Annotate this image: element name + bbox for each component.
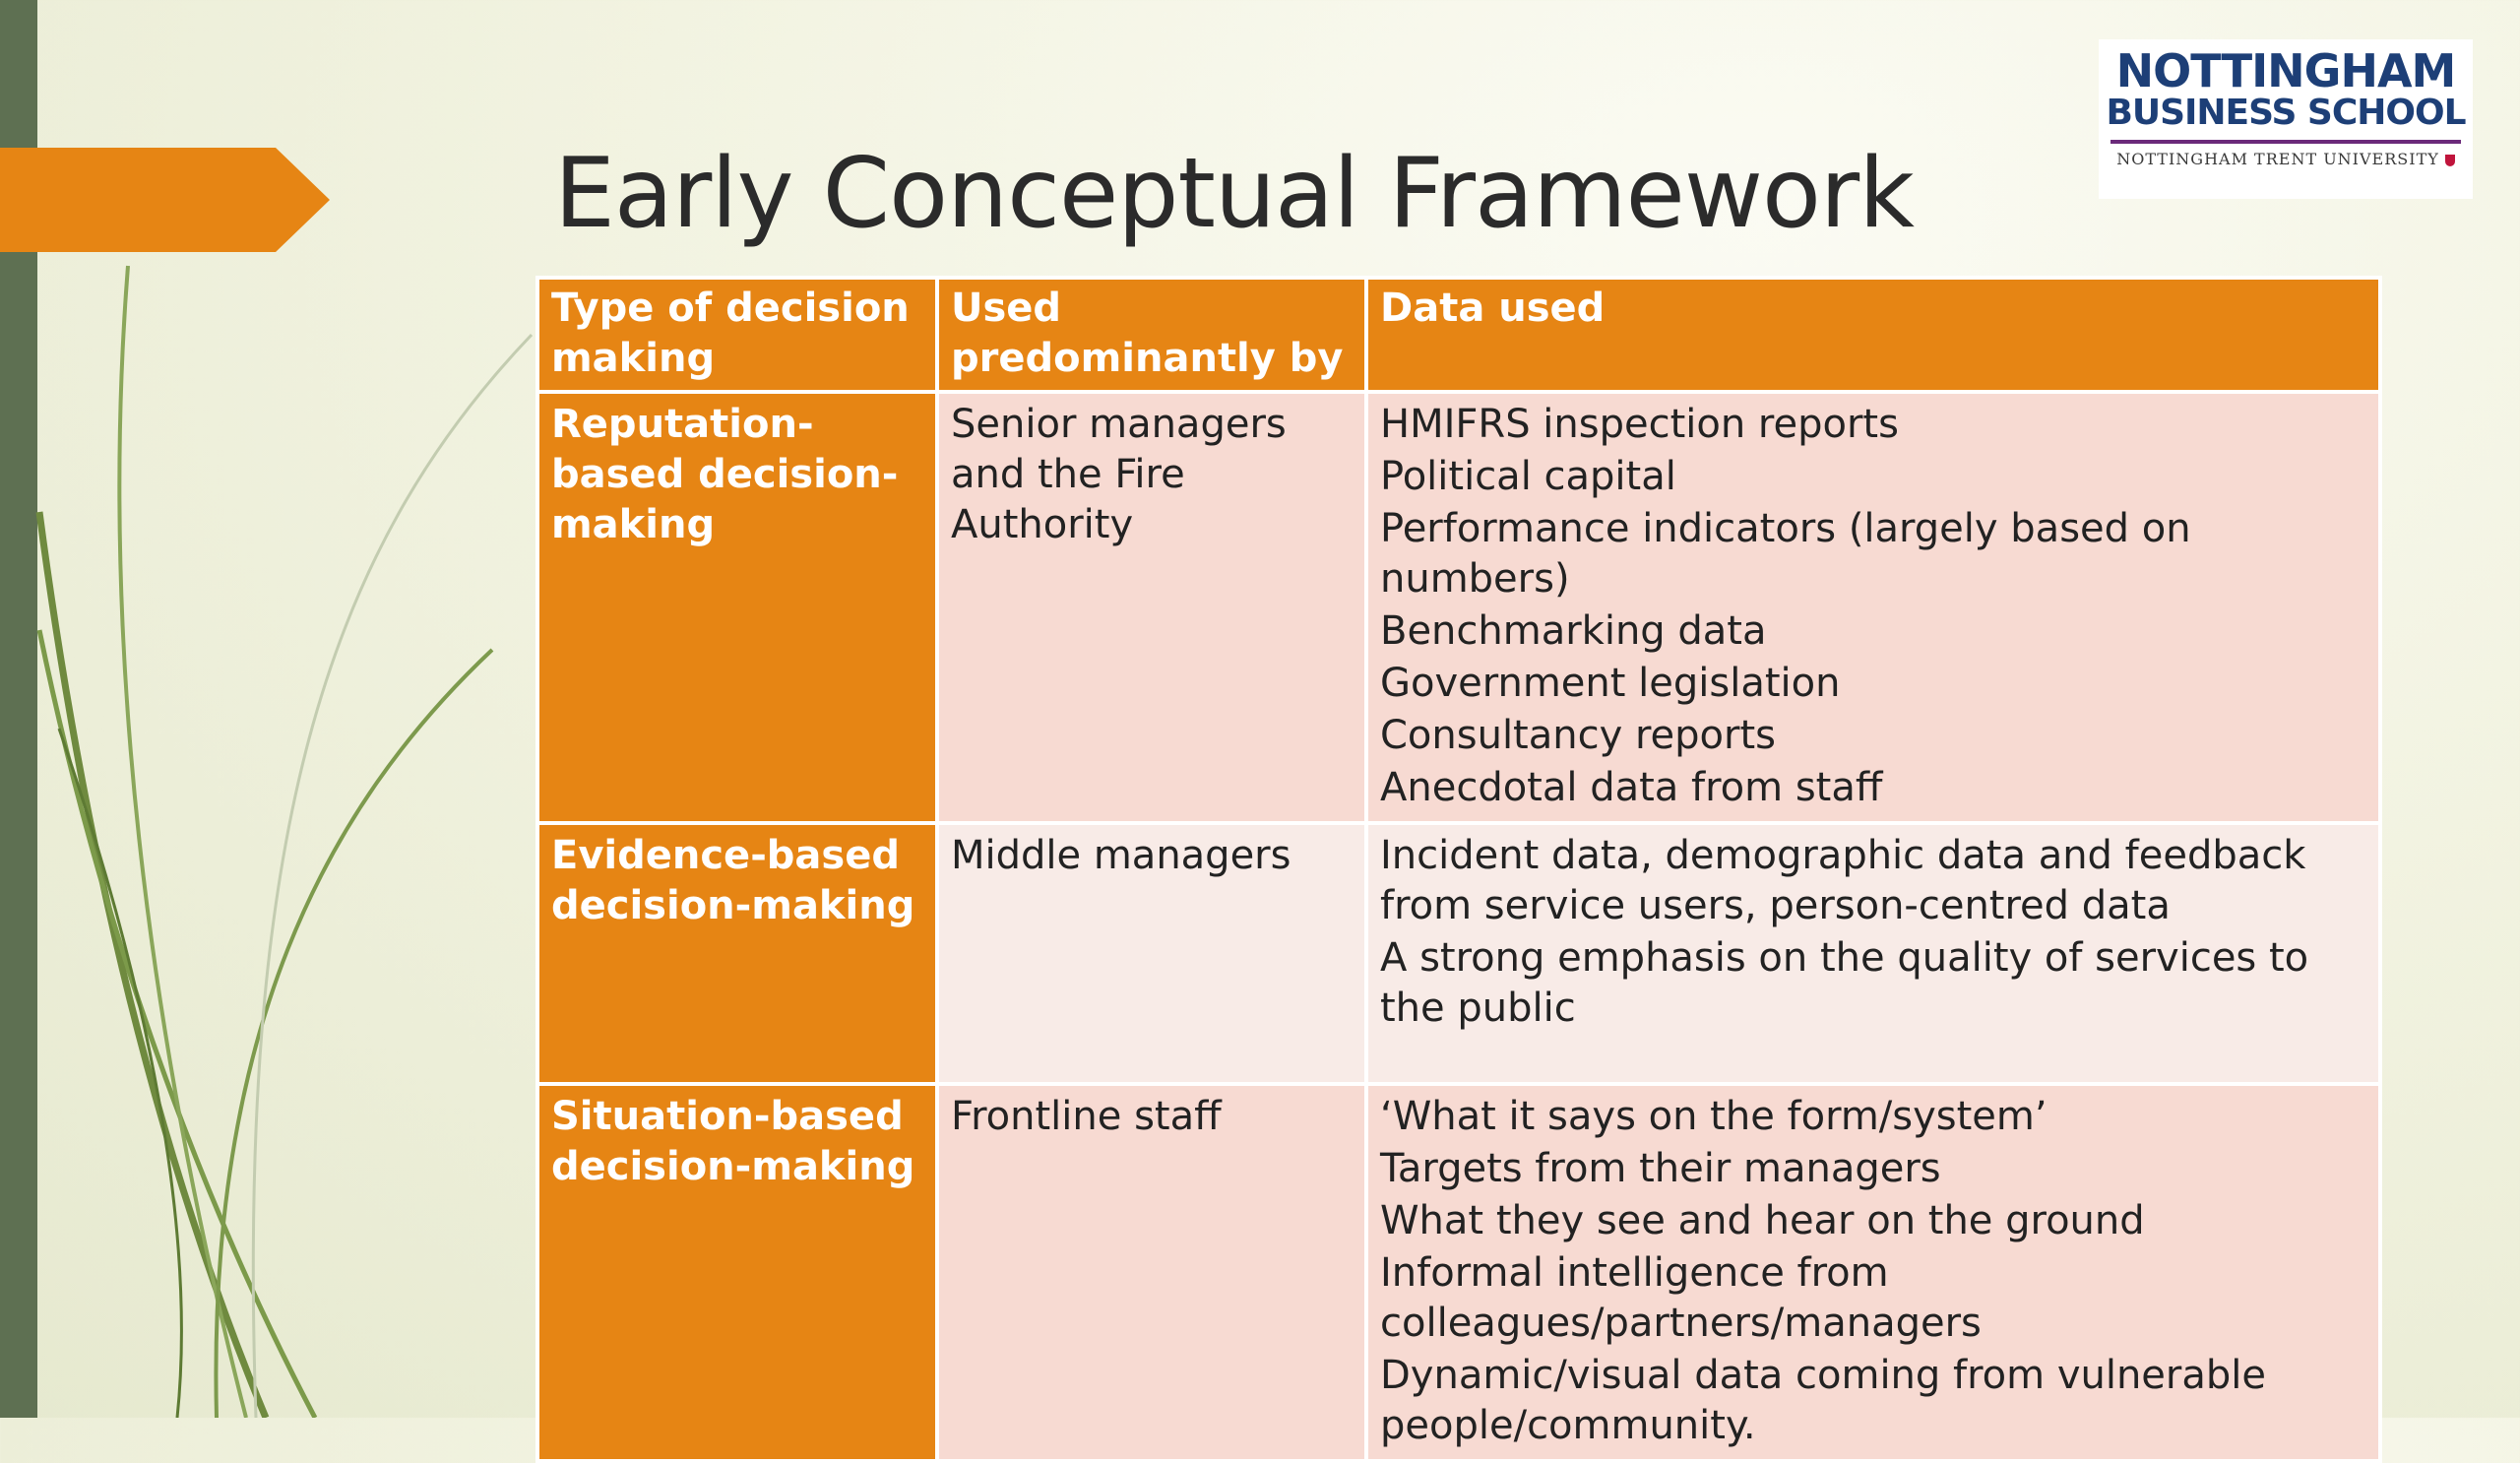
table-header-row [537, 278, 2380, 392]
logo-university-text: NOTTINGHAM TRENT UNIVERSITY [2116, 150, 2439, 169]
data-item: Benchmarking data [1380, 608, 1767, 654]
title-arrow-shape [0, 148, 330, 252]
used-by-cell: Middle managers [937, 823, 1366, 1084]
table-row [537, 823, 2380, 1084]
used-by-cell: Frontline staff [937, 1084, 1366, 1461]
decision-type-cell: Reputation-based decision-making [537, 392, 937, 823]
data-used-cell [1366, 823, 2380, 1084]
decision-type-cell: Evidence-based decision-making [537, 823, 937, 1084]
data-used-cell [1366, 1084, 2380, 1461]
data-item: Informal intelligence from colleagues/partners/managers [1380, 1250, 1982, 1346]
data-item: Incident data, demographic data and feedback from service users, person-centred data [1380, 833, 2306, 928]
data-item: Dynamic/visual data coming from vulnerable people/community. [1380, 1353, 2266, 1448]
table-row [537, 392, 2380, 823]
header-data-used: Data used [1366, 278, 2380, 392]
data-item: What they see and hear on the ground [1380, 1198, 2145, 1243]
data-used-cell [1366, 392, 2380, 823]
logo-line-3 [2105, 150, 2467, 168]
header-type: Type of decision making [537, 278, 937, 392]
slide-title: Early Conceptual Framework [554, 138, 1914, 250]
data-item: A strong emphasis on the quality of services to the public [1380, 935, 2309, 1031]
header-used-by: Used predominantly by [937, 278, 1366, 392]
data-item: HMIFRS inspection reports [1380, 402, 1899, 447]
data-item: Performance indicators (largely based on numbers) [1380, 506, 2191, 602]
data-item: Anecdotal data from staff [1380, 765, 1883, 810]
data-item: Consultancy reports [1380, 713, 1776, 758]
data-item: Targets from their managers [1380, 1146, 1941, 1191]
logo-divider [2110, 140, 2461, 144]
used-by-cell: Senior managers and the Fire Authority [937, 392, 1366, 823]
logo-line-1: NOTTINGHAM [2115, 44, 2456, 97]
shield-icon [2445, 155, 2455, 166]
nottingham-business-school-logo [2099, 39, 2473, 199]
logo-line-2: BUSINESS SCHOOL [2106, 93, 2466, 134]
data-item: Government legislation [1380, 661, 1841, 706]
data-item: ‘What it says on the form/system’ [1380, 1094, 2048, 1139]
table-row [537, 1084, 2380, 1461]
framework-table [536, 276, 2382, 1463]
decision-type-cell: Situation-based decision-making [537, 1084, 937, 1461]
data-item: Political capital [1380, 454, 1676, 499]
